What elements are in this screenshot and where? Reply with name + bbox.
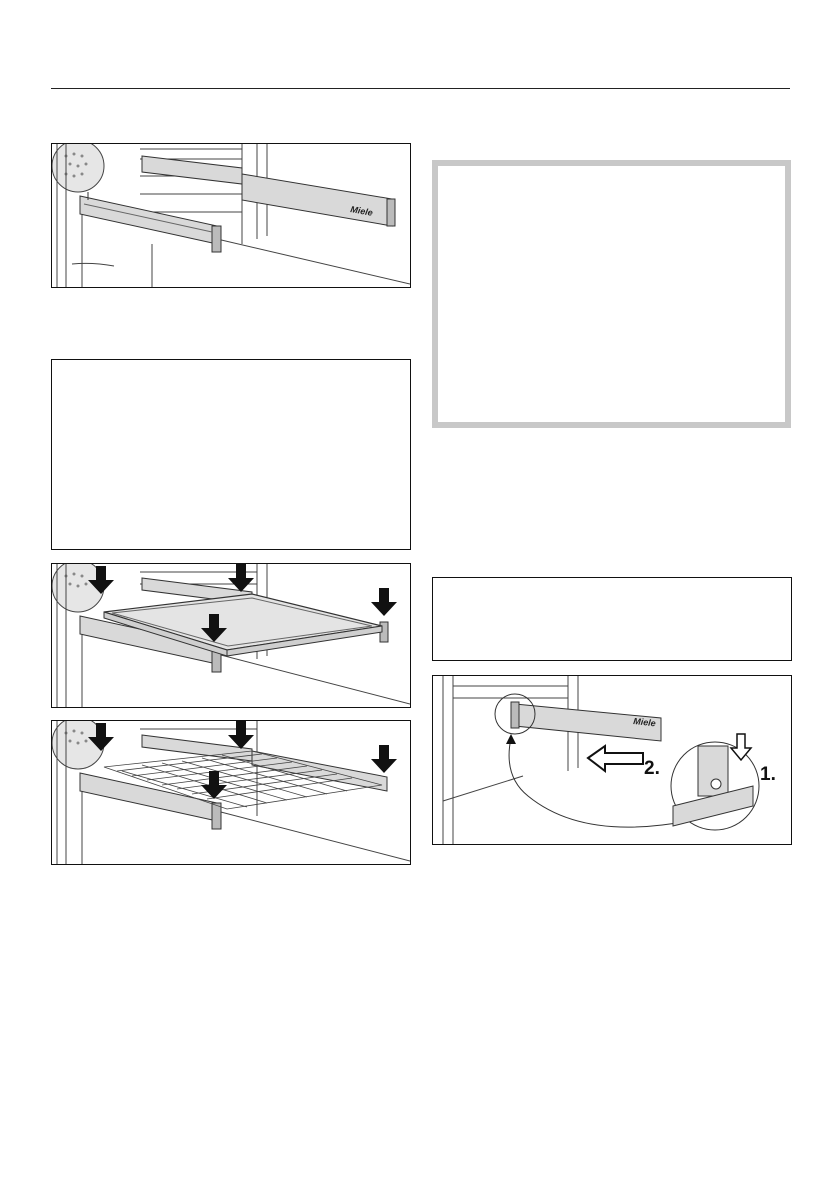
brand-mark: Miele — [349, 204, 374, 218]
step-label-2: 2. — [644, 758, 660, 779]
runners-illustration — [52, 144, 410, 287]
runner-removal-illustration — [433, 676, 791, 844]
figure-runner-removal — [432, 675, 792, 845]
warning-box — [432, 160, 791, 428]
figure-rack-on-runners — [51, 720, 411, 865]
header-rule — [51, 88, 790, 89]
note-box-left — [51, 359, 411, 550]
rack-placement-illustration — [52, 721, 410, 864]
curve-arrow-icon — [506, 734, 516, 744]
step-label-1: 1. — [760, 764, 776, 785]
note-box-right — [432, 577, 792, 661]
figure-tray-on-runners — [51, 563, 411, 708]
brand-mark: Miele — [632, 716, 657, 729]
figure-runners-fitted — [51, 143, 411, 288]
tray-placement-illustration — [52, 564, 410, 707]
left-arrow-icon — [588, 746, 643, 771]
